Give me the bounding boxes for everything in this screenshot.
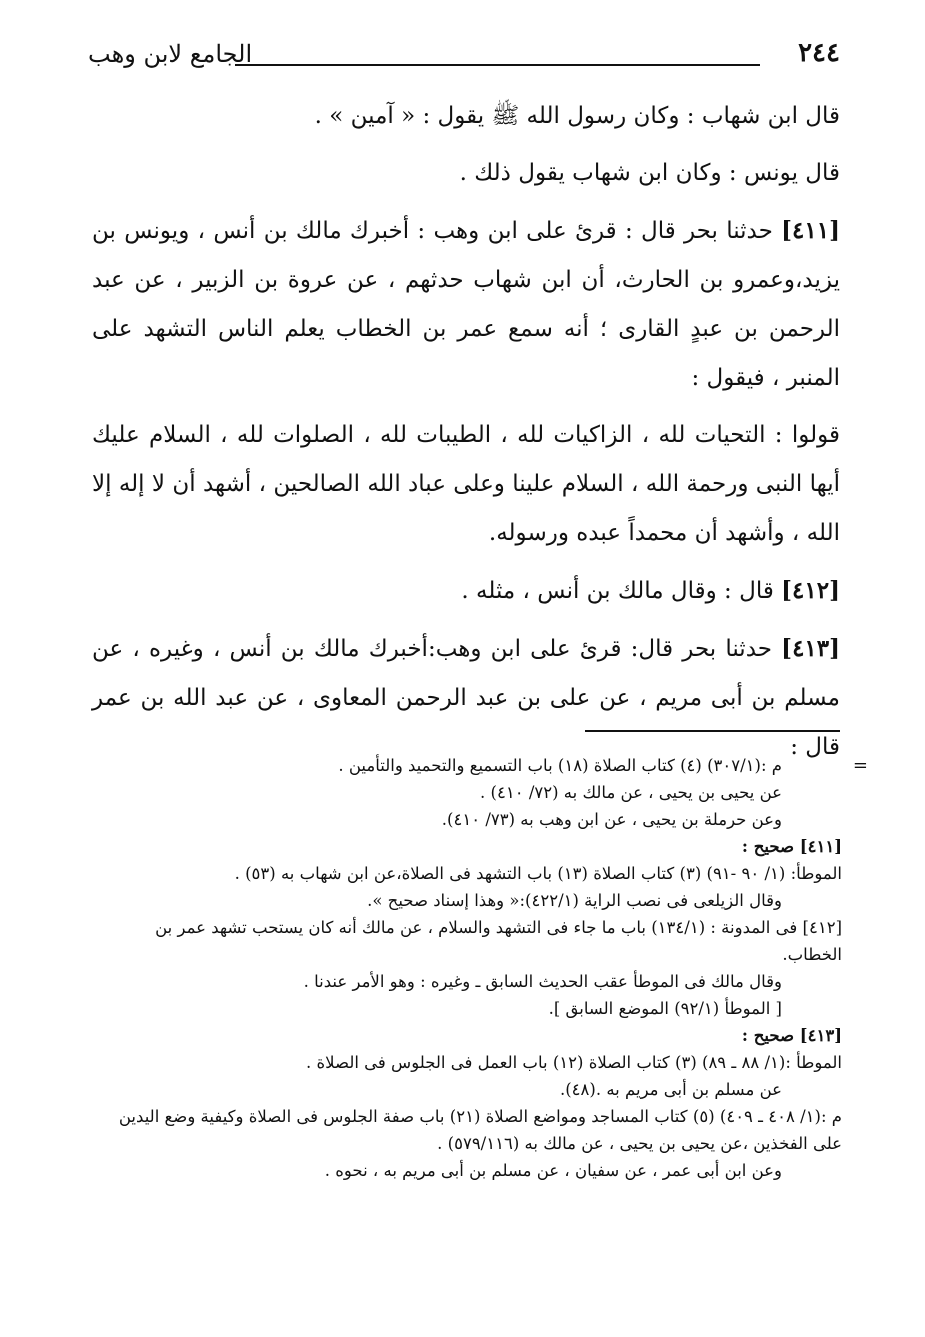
hadith-number-412: [٤١٢] [781,577,840,604]
footnote-line: عن يحيى بن يحيى ، عن مالك به (٧٢/ ٤١٠) . [480,783,782,802]
hadith-411-text: حدثنا بحر قال : قرئ على ابن وهب : أخبرك مالك بن أنس ، ويونس بن يزيد،وعمرو بن الحارث، أن ابن شهاب حدثهم ، عن عروة بن الزبير ، عن عبد الرحمن بن عبدٍ القارى ؛ أنه سمع عمر بن الخطاب يعلم الناس التشهد على المنبر ، فيقول : [92,218,840,391]
footnote-line: وقال الزيلعى فى نصب الراية (٤٢٢/١):« وهذا إسناد صحيح ». [367,891,782,910]
hadith-413-text: حدثنا بحر قال: قرئ على ابن وهب:أخبرك مالك بن أنس ، وغيره ، عن مسلم بن أبى مريم ، عن على بن عبد الرحمن المعاوى ، عن عبد الله بن عمر قال : [92,636,840,760]
footnote-line: م :(٣٠٧/١) (٤) كتاب الصلاة (١٨) باب التسميع والتحميد والتأمين . [338,756,782,775]
footnote-line: عن مسلم بن أبى مريم به .(٤٨). [559,1080,782,1099]
footnote-separator [585,730,840,732]
footnote-412: [٤١٢] فى المدونة : (١٣٤/١) باب ما جاء فى التشهد والسلام ، عن مالك أنه كان يستحب تشهد عمر بن الخطاب. [155,918,842,964]
hadith-413 [92,624,840,772]
page-number: ٢٤٤ [798,38,840,68]
footnotes [92,752,868,1184]
footnote-line: الموطأ :(١/ ٨٨ ـ ٨٩) (٣) كتاب الصلاة (١٢) باب العمل فى الجلوس فى الصلاة . [306,1053,842,1072]
footnote-heading-411: [٤١١] صحيح : [741,837,842,856]
footnote-line: وعن ابن أبى عمر ، عن سفيان ، عن مسلم بن أبى مريم به ، نحوه . [324,1161,782,1180]
footnote-line: الموطأ: (١/ ٩٠ -٩١) (٣) كتاب الصلاة (١٣) باب التشهد فى الصلاة،عن ابن شهاب به (٥٣) . [234,864,842,883]
hadith-411 [92,206,840,403]
footnote-line: وقال مالك فى الموطأ عقب الحديث السابق ـ وغيره : وهو الأمر عندنا . [303,972,782,991]
footnote-line: [ الموطأ (٩٢/١) الموضع السابق ]. [548,999,782,1018]
hadith-number-411: [٤١١] [781,217,840,244]
footnote-heading-413: [٤١٣] صحيح : [741,1026,842,1045]
hadith-412 [92,566,840,616]
continuation-mark: = [852,755,868,776]
page-header [80,38,840,78]
header-rule [235,64,760,66]
footnote-line: وعن حرملة بن يحيى ، عن ابن وهب به (٧٣/ ٤١٠). [441,810,782,829]
paragraph-ibn-shihab: قال ابن شهاب : وكان رسول الله ﷺ يقول : « آمين » . [314,103,840,129]
running-title: الجامع لابن وهب [88,40,253,68]
footnote-continuation [92,752,868,833]
hadith-412-text: قال : وقال مالك بن أنس ، مثله . [461,578,774,604]
hadith-number-413: [٤١٣] [781,635,841,662]
footnote-line: م :(١/ ٤٠٨ ـ ٤٠٩) (٥) كتاب المساجد ومواضع الصلاة (٢١) باب صفة الجلوس فى الصلاة وكيفية وضع اليدين على الفخذين ،عن يحيى بن يحيى ، عن مالك به (٥٧٩/١١٦) . [118,1107,842,1153]
main-text [92,92,840,780]
tashahhud-text: قولوا : التحيات لله ، الزاكيات لله ، الطيبات لله ، الصلوات لله ، السلام عليك أيها النبى ورحمة الله ، السلام علينا وعلى عباد الله الصالحين ، أشهد أن لا إله إلا الله ، وأشهد أن محمداً عبده ورسوله. [92,422,840,546]
paragraph-yunus: قال يونس : وكان ابن شهاب يقول ذلك . [459,160,840,186]
